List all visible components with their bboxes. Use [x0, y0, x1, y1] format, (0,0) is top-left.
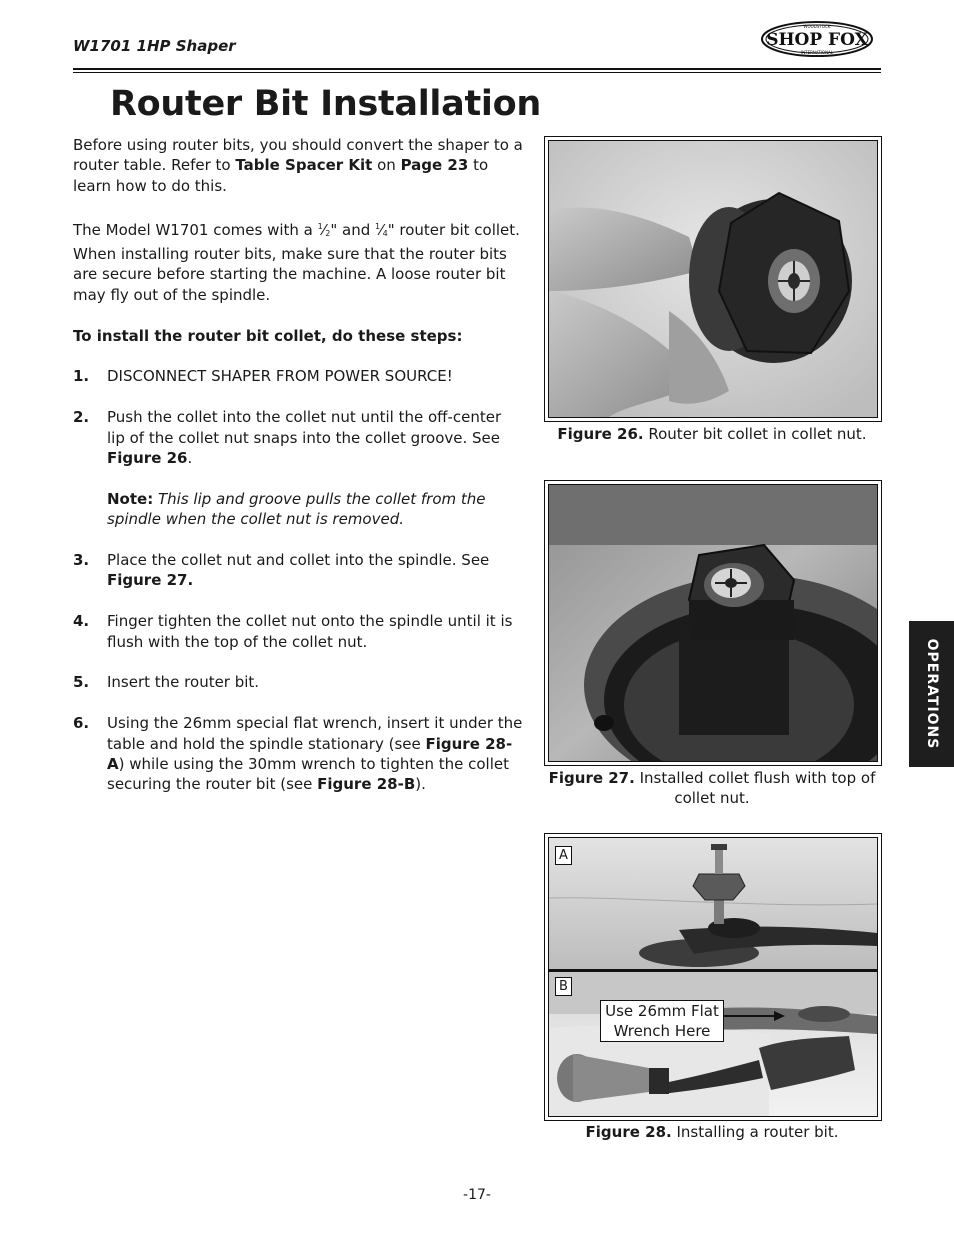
figure-26-caption: Figure 26. Router bit collet in collet nut.	[557, 425, 867, 443]
intro-paragraph-2: The Model W1701 comes with a $^1⁄_2$" and $^1⁄_4$" router bit collet. When installing router bits, make sure that the router bits are secure before starting the machine. A loose router bit may fly out of the spindle.	[73, 220, 520, 304]
step-5: 5. Insert the router bit.	[73, 673, 260, 692]
header-rule	[73, 68, 881, 70]
figure-28-panel-a-label: A	[555, 846, 572, 865]
step-3: 3. Place the collet nut and collet into the spindle. See Figure 27.	[73, 551, 490, 590]
svg-text:WOODSTOCK: WOODSTOCK	[803, 24, 831, 29]
intro-paragraph-1: Before using router bits, you should convert the shaper to a router table. Refer to Table Spacer Kit on Page 23 to learn how to do this.	[73, 136, 523, 195]
shop-fox-logo	[760, 20, 874, 58]
step-1: 1. DISCONNECT SHAPER FROM POWER SOURCE!	[73, 367, 453, 386]
body-text	[73, 135, 523, 815]
header-title: W1701 1HP Shaper	[73, 37, 236, 55]
figure-28-caption: Figure 28. Installing a router bit.	[585, 1123, 839, 1141]
step-2: 2. Push the collet into the collet nut until the off-center lip of the collet nut snaps into the collet groove. See Figure 26.	[73, 408, 502, 468]
figure-28-photo	[544, 833, 882, 1121]
steps-heading: To install the router bit collet, do these steps:	[73, 326, 463, 345]
figure-26-photo	[544, 136, 882, 422]
note: Note: This lip and groove pulls the collet from the spindle when the collet nut is removed.	[107, 489, 486, 529]
callout-line-2: Wrench Here	[613, 1022, 711, 1040]
section-side-tab: OPERATIONS	[909, 621, 954, 767]
svg-text:SHOP FOX: SHOP FOX	[766, 30, 868, 50]
wrench-callout	[600, 1000, 724, 1042]
figure-28-panel-b-label: B	[555, 977, 572, 996]
page-number: -17-	[463, 1187, 491, 1203]
header-rule-thin	[73, 72, 881, 73]
page-heading: Router Bit Installation	[110, 84, 541, 124]
step-6: 6. Using the 26mm special flat wrench, insert it under the table and hold the spindle stationary (see Figure 28-A) while using the 30mm wrench to tighten the collet securing the router bit (see Figure 28-B).	[73, 714, 523, 794]
callout-line-1: Use 26mm Flat	[605, 1002, 719, 1020]
figure-27-photo	[544, 480, 882, 766]
figure-27-caption: Figure 27. Installed collet flush with top of collet nut.	[548, 769, 876, 808]
svg-text:INTERNATIONAL: INTERNATIONAL	[800, 50, 834, 55]
step-4: 4. Finger tighten the collet nut onto the spindle until it is flush with the top of the collet nut.	[73, 612, 513, 651]
